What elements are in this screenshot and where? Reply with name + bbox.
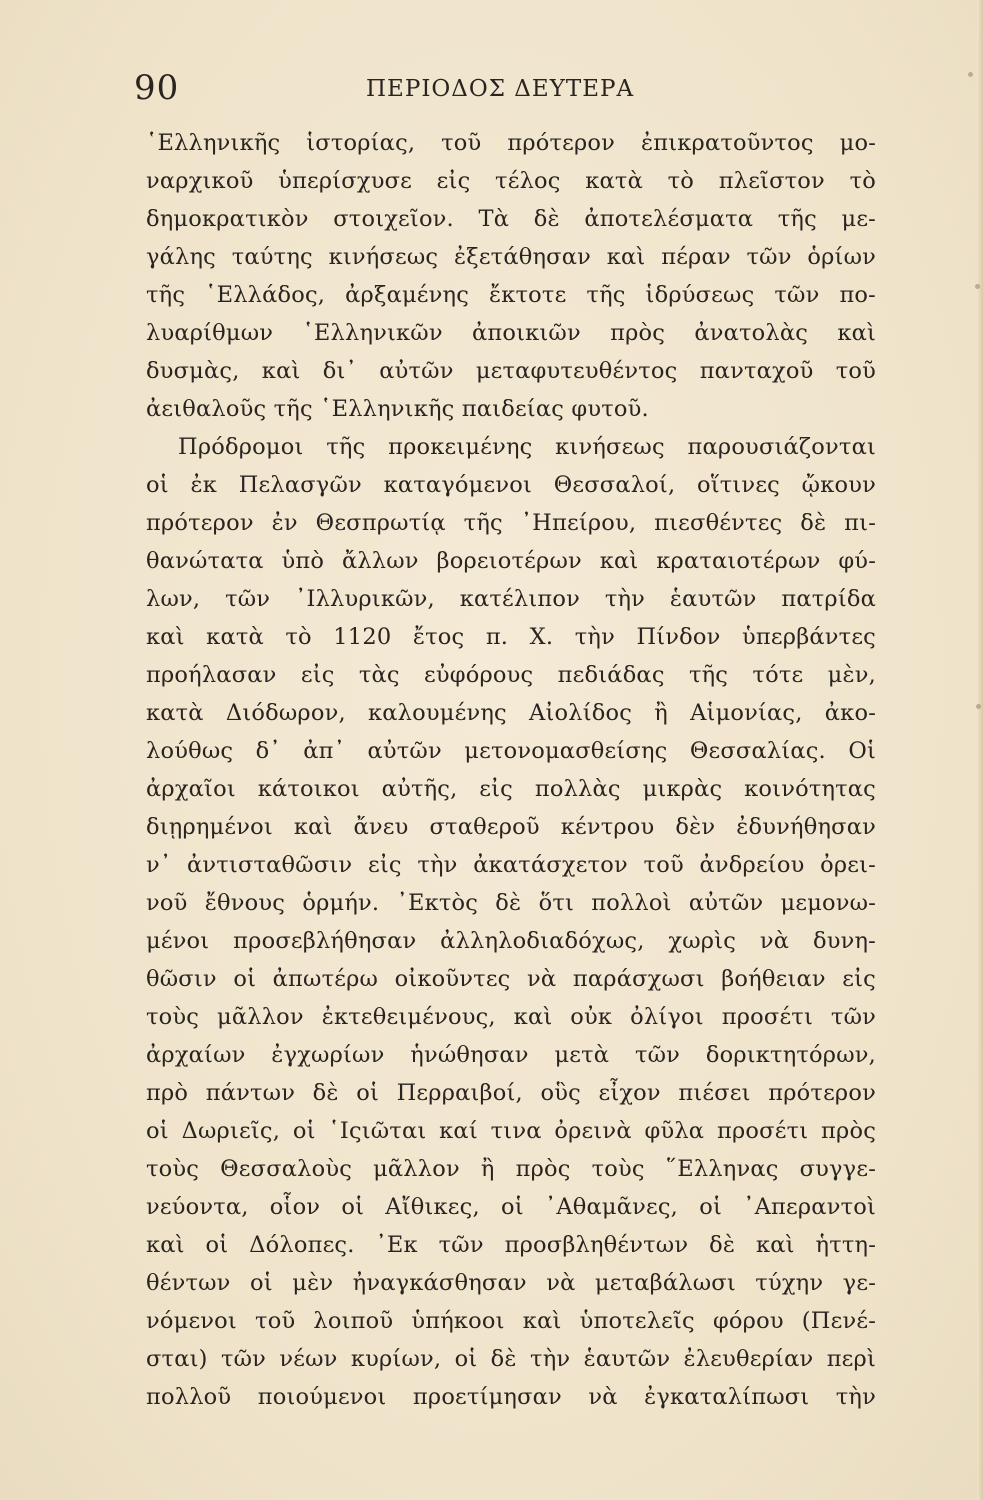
text-line: καὶ κατὰ τὸ 1120 ἔτος π. Χ. τὴν Πίνδον ὑπερβάντες xyxy=(146,624,876,650)
text-line: κατὰ Διόδωρον, καλουμένης Αἰολίδος ἢ Αἱμονίας, ἀκο- xyxy=(146,700,876,726)
text-line: λων, τῶν ᾿Ιλλυρικῶν, κατέλιπον τὴν ἑαυτῶν πατρίδα xyxy=(146,586,876,612)
page-header xyxy=(134,62,874,122)
text-line: θέντων οἱ μὲν ἠναγκάσθησαν νὰ μεταβάλωσι τύχην γε- xyxy=(146,1270,876,1296)
text-line: θῶσιν οἱ ἀπωτέρω οἰκοῦντες νὰ παράσχωσι βοήθειαν εἰς xyxy=(146,966,876,992)
text-line: δημοκρατικὸν στοιχεῖον. Τὰ δὲ ἀποτελέσματα τῆς με- xyxy=(146,206,876,232)
page-number: 90 xyxy=(134,68,180,108)
body-text xyxy=(146,124,876,1416)
text-line: λυαρίθμων ῾Ελληνικῶν ἀποικιῶν πρὸς ἀνατολὰς καὶ xyxy=(146,320,876,346)
text-line: θανώτατα ὑπὸ ἄλλων βορειοτέρων καὶ κραταιοτέρων φύ- xyxy=(146,548,876,574)
text-line: ἀειθαλοῦς τῆς ῾Ελληνικῆς παιδείας φυτοῦ. xyxy=(146,396,649,422)
ink-mark xyxy=(976,704,981,709)
text-line: ἀρχαῖοι κάτοικοι αὐτῆς, εἰς πολλὰς μικρὰς κοινότητας xyxy=(146,776,876,802)
text-line: καὶ οἱ Δόλοπες. ᾿Εκ τῶν προσβληθέντων δὲ καὶ ἡττη- xyxy=(146,1232,876,1258)
text-line: δυσμὰς, καὶ δι᾿ αὐτῶν μεταφυτευθέντος πανταχοῦ τοῦ xyxy=(146,358,876,384)
text-line: διῃρημένοι καὶ ἄνευ σταθεροῦ κέντρου δὲν ἐδυνήθησαν xyxy=(146,814,876,840)
text-line: οἱ ἐκ Πελασγῶν καταγόμενοι Θεσσαλοί, οἵτινες ᾤκουν xyxy=(146,472,876,498)
text-line: ἀρχαίων ἐγχωρίων ἡνώθησαν μετὰ τῶν δορικτητόρων, xyxy=(146,1042,876,1068)
text-line: νοῦ ἔθνους ὁρμήν. ᾿Εκτὸς δὲ ὅτι πολλοὶ αὐτῶν μεμονω- xyxy=(146,890,876,916)
text-line: οἱ Δωριεῖς, οἱ ῾Ιςιῶται καί τινα ὀρεινὰ φῦλα προσέτι πρὸς xyxy=(146,1118,876,1144)
text-line: νεύοντα, οἷον οἱ Αἴθικες, οἱ ᾿Αθαμᾶνες, οἱ ᾿Απεραντοὶ xyxy=(146,1194,876,1220)
ink-mark xyxy=(975,284,980,289)
text-line: πολλοῦ ποιούμενοι προετίμησαν νὰ ἐγκαταλίπωσι τὴν xyxy=(146,1384,876,1410)
page-edge xyxy=(977,0,983,1500)
text-line: ν᾿ ἀντισταθῶσιν εἰς τὴν ἀκατάσχετον τοῦ ἀνδρείου ὀρει- xyxy=(146,852,876,878)
running-head: ΠΕΡΙΟΔΟΣ ΔΕΥΤΕΡΑ xyxy=(366,76,635,102)
text-line: πρὸ πάντων δὲ οἱ Περραιβοί, οὓς εἶχον πιέσει πρότερον xyxy=(146,1080,876,1106)
text-line: τοὺς μᾶλλον ἐκτεθειμένους, καὶ οὐκ ὀλίγοι προσέτι τῶν xyxy=(146,1004,876,1030)
text-line: ῾Ελληνικῆς ἱστορίας, τοῦ πρότερον ἐπικρατοῦντος μο- xyxy=(146,130,876,156)
text-line: σται) τῶν νέων κυρίων, οἱ δὲ τὴν ἑαυτῶν ἐλευθερίαν περὶ xyxy=(146,1346,876,1372)
text-line: προήλασαν εἰς τὰς εὐφόρους πεδιάδας τῆς τότε μὲν, xyxy=(146,662,876,688)
text-line: νόμενοι τοῦ λοιποῦ ὑπήκοοι καὶ ὑποτελεῖς φόρου (Πενέ- xyxy=(146,1308,876,1334)
text-line: τῆς ῾Ελλάδος, ἀρξαμένης ἔκτοτε τῆς ἱδρύσεως τῶν πο- xyxy=(146,282,876,308)
text-line: ναρχικοῦ ὑπερίσχυσε εἰς τέλος κατὰ τὸ πλεῖστον τὸ xyxy=(146,168,876,194)
paragraph-start-line: Πρόδρομοι τῆς προκειμένης κινήσεως παρουσιάζονται xyxy=(178,434,876,460)
text-line: πρότερον ἐν Θεσπρωτίᾳ τῆς ᾿Ηπείρου, πιεσθέντες δὲ πι- xyxy=(146,510,876,536)
text-line: γάλης ταύτης κινήσεως ἐξετάθησαν καὶ πέραν τῶν ὁρίων xyxy=(146,244,876,270)
text-line: μένοι προσεβλήθησαν ἀλληλοδιαδόχως, χωρὶς νὰ δυνη- xyxy=(146,928,876,954)
text-line: λούθως δ᾿ ἀπ᾿ αὐτῶν μετονομασθείσης Θεσσαλίας. Οἱ xyxy=(146,738,876,764)
text-line: τοὺς Θεσσαλοὺς μᾶλλον ἢ πρὸς τοὺς ῞Ελληνας συγγε- xyxy=(146,1156,876,1182)
ink-mark xyxy=(968,72,973,77)
